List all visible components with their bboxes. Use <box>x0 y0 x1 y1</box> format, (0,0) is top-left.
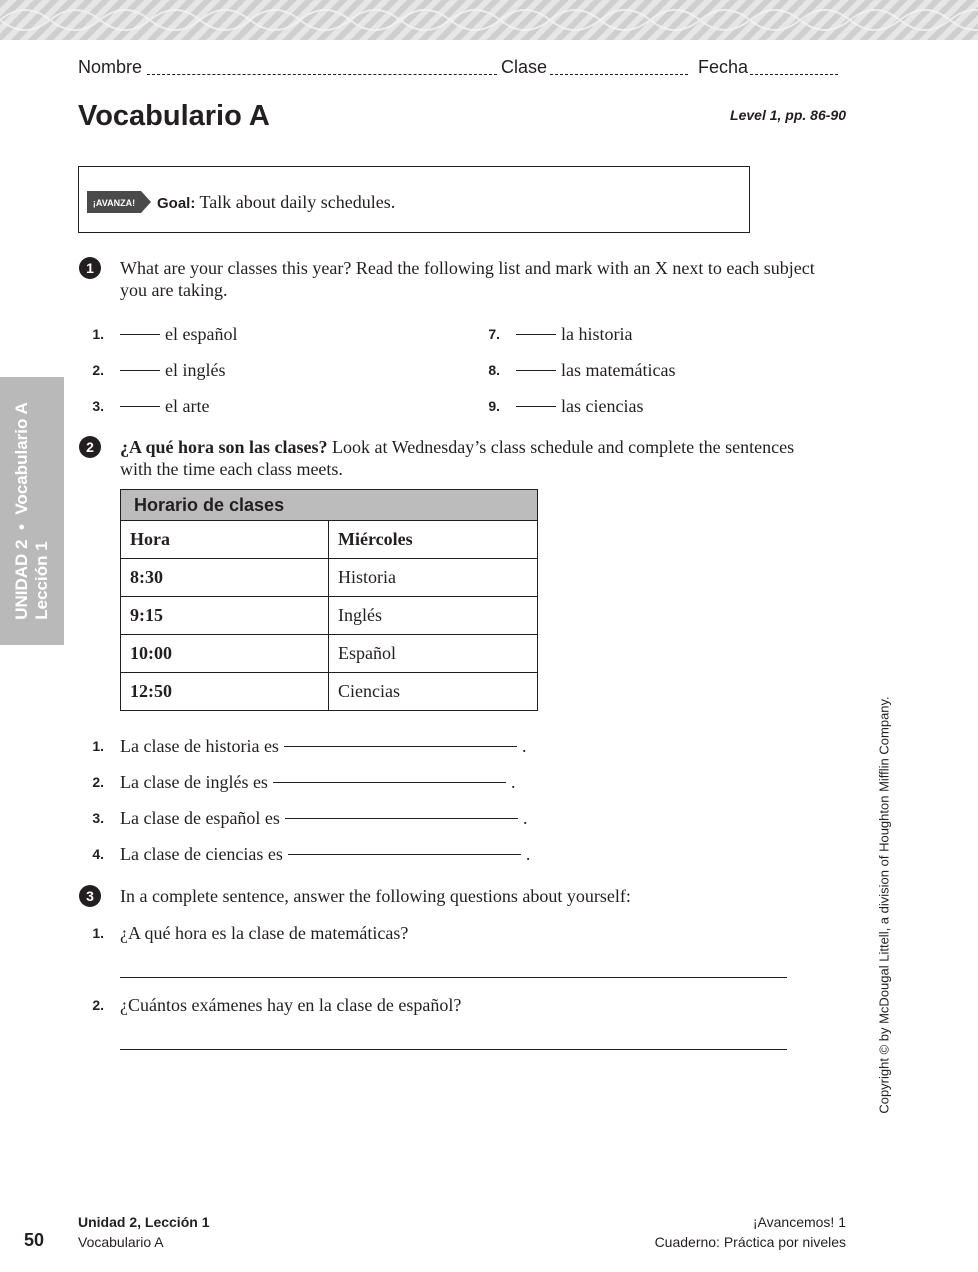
table-header-row <box>121 521 538 559</box>
section-2-text: Look at Wednesday’s class schedule and complete the sentences with the time each class meets. <box>120 437 795 479</box>
page-number: 50 <box>24 1230 45 1250</box>
item-number: 1. <box>92 925 104 941</box>
time-cell: 8:30 <box>121 559 329 597</box>
level-reference: Level 1, pp. 86-90 <box>730 107 846 123</box>
footer-section: Vocabulario A <box>78 1234 164 1250</box>
list-item <box>476 388 675 424</box>
sentence-period: . <box>522 807 528 828</box>
side-tab-line1: UNIDAD 2 • Vocabulario A <box>12 402 31 620</box>
list-item <box>476 316 675 352</box>
item-number: 1. <box>92 326 104 342</box>
item-number: 2. <box>92 362 104 378</box>
time-cell: 9:15 <box>121 597 329 635</box>
item-number: 3. <box>92 398 104 414</box>
avanza-badge-text: ¡AVANZA! <box>92 198 136 208</box>
footer-workbook: Cuaderno: Práctica por niveles <box>654 1234 846 1250</box>
mark-blank[interactable] <box>516 334 556 335</box>
section-2-number: 2 <box>79 436 101 458</box>
name-label: Nombre <box>78 57 143 77</box>
mark-blank[interactable] <box>120 406 160 407</box>
list-item <box>80 836 530 872</box>
date-field[interactable] <box>750 74 838 75</box>
list-item <box>80 352 237 388</box>
question-text: ¿Cuántos exámenes hay en la clase de español? <box>120 994 462 1015</box>
column-header-miercoles: Miércoles <box>329 521 538 559</box>
class-field[interactable] <box>550 74 688 75</box>
answer-blank[interactable] <box>273 782 506 783</box>
copyright-notice: Copyright © by McDougal Littell, a division of Houghton Mifflin Company. <box>876 696 892 1114</box>
item-text: las matemáticas <box>561 359 676 380</box>
side-tab <box>0 377 64 645</box>
decorative-top-band <box>0 0 978 40</box>
item-text: las ciencias <box>561 395 644 416</box>
question-item <box>80 920 408 946</box>
mark-blank[interactable] <box>120 370 160 371</box>
section-2-lead: ¿A qué hora son las clases? <box>120 437 328 457</box>
class-cell: Ciencias <box>329 673 538 711</box>
time-cell: 10:00 <box>121 635 329 673</box>
list-item <box>80 388 237 424</box>
item-number: 7. <box>488 326 500 342</box>
section-2-instructions <box>120 436 800 480</box>
goal-text: Talk about daily schedules. <box>199 192 396 212</box>
section-1-instructions: What are your classes this year? Read the following list and mark with an X next to each subject you are taking. <box>120 258 815 300</box>
question-text: ¿A qué hora es la clase de matemáticas? <box>120 922 409 943</box>
list-item <box>80 728 530 764</box>
class-cell: Inglés <box>329 597 538 635</box>
mark-blank[interactable] <box>516 370 556 371</box>
item-text: el español <box>165 323 238 344</box>
list-item <box>476 352 675 388</box>
goal-box <box>78 166 750 233</box>
time-cell: 12:50 <box>121 673 329 711</box>
side-tab-line2: Lección 1 <box>32 541 51 620</box>
page-title: Vocabulario A <box>78 100 270 132</box>
table-row <box>121 673 538 711</box>
class-cell: Historia <box>329 559 538 597</box>
mark-blank[interactable] <box>120 334 160 335</box>
section-1-left-list <box>80 316 237 424</box>
column-header-hora: Hora <box>121 521 329 559</box>
footer-book-title: ¡Avancemos! 1 <box>752 1214 846 1230</box>
schedule-caption: Horario de clases <box>121 490 538 521</box>
item-number: 9. <box>488 398 500 414</box>
section-1-right-list <box>476 316 675 424</box>
avanza-badge-icon <box>87 191 151 213</box>
answer-line[interactable] <box>120 1049 787 1050</box>
sentence-text: La clase de inglés es <box>120 771 268 792</box>
item-number: 2. <box>92 997 104 1013</box>
item-number: 3. <box>92 810 104 826</box>
list-item <box>80 800 530 836</box>
sentence-text: La clase de ciencias es <box>120 843 283 864</box>
date-label: Fecha <box>698 57 749 77</box>
knot-pattern-decoration <box>0 0 978 40</box>
footer-unit: Unidad 2, Lección 1 <box>78 1214 210 1230</box>
goal-label: Goal: <box>157 195 196 212</box>
answer-blank[interactable] <box>288 854 521 855</box>
section-3-instructions: In a complete sentence, answer the following questions about yourself: <box>120 886 631 906</box>
sentence-text: La clase de español es <box>120 807 280 828</box>
side-tab-text <box>12 402 52 620</box>
sentence-period: . <box>521 735 527 756</box>
section-1-number: 1 <box>79 257 101 279</box>
list-item <box>80 764 530 800</box>
name-field[interactable] <box>147 74 497 75</box>
question-item <box>80 992 461 1018</box>
answer-blank[interactable] <box>284 746 517 747</box>
table-row <box>121 559 538 597</box>
table-row <box>121 635 538 673</box>
class-label: Clase <box>501 57 548 77</box>
item-number: 4. <box>92 846 104 862</box>
answer-blank[interactable] <box>285 818 518 819</box>
section-3-number: 3 <box>79 885 101 907</box>
list-item <box>80 316 237 352</box>
mark-blank[interactable] <box>516 406 556 407</box>
schedule-table <box>120 489 538 711</box>
sentence-period: . <box>525 843 531 864</box>
item-text: el inglés <box>165 359 226 380</box>
answer-line[interactable] <box>120 977 787 978</box>
item-text: la historia <box>561 323 633 344</box>
table-row <box>121 597 538 635</box>
class-cell: Español <box>329 635 538 673</box>
sentence-text: La clase de historia es <box>120 735 279 756</box>
sentence-period: . <box>510 771 516 792</box>
item-number: 1. <box>92 738 104 754</box>
goal-statement <box>157 192 395 213</box>
item-text: el arte <box>165 395 210 416</box>
item-number: 2. <box>92 774 104 790</box>
section-2-sentences <box>80 728 530 872</box>
item-number: 8. <box>488 362 500 378</box>
